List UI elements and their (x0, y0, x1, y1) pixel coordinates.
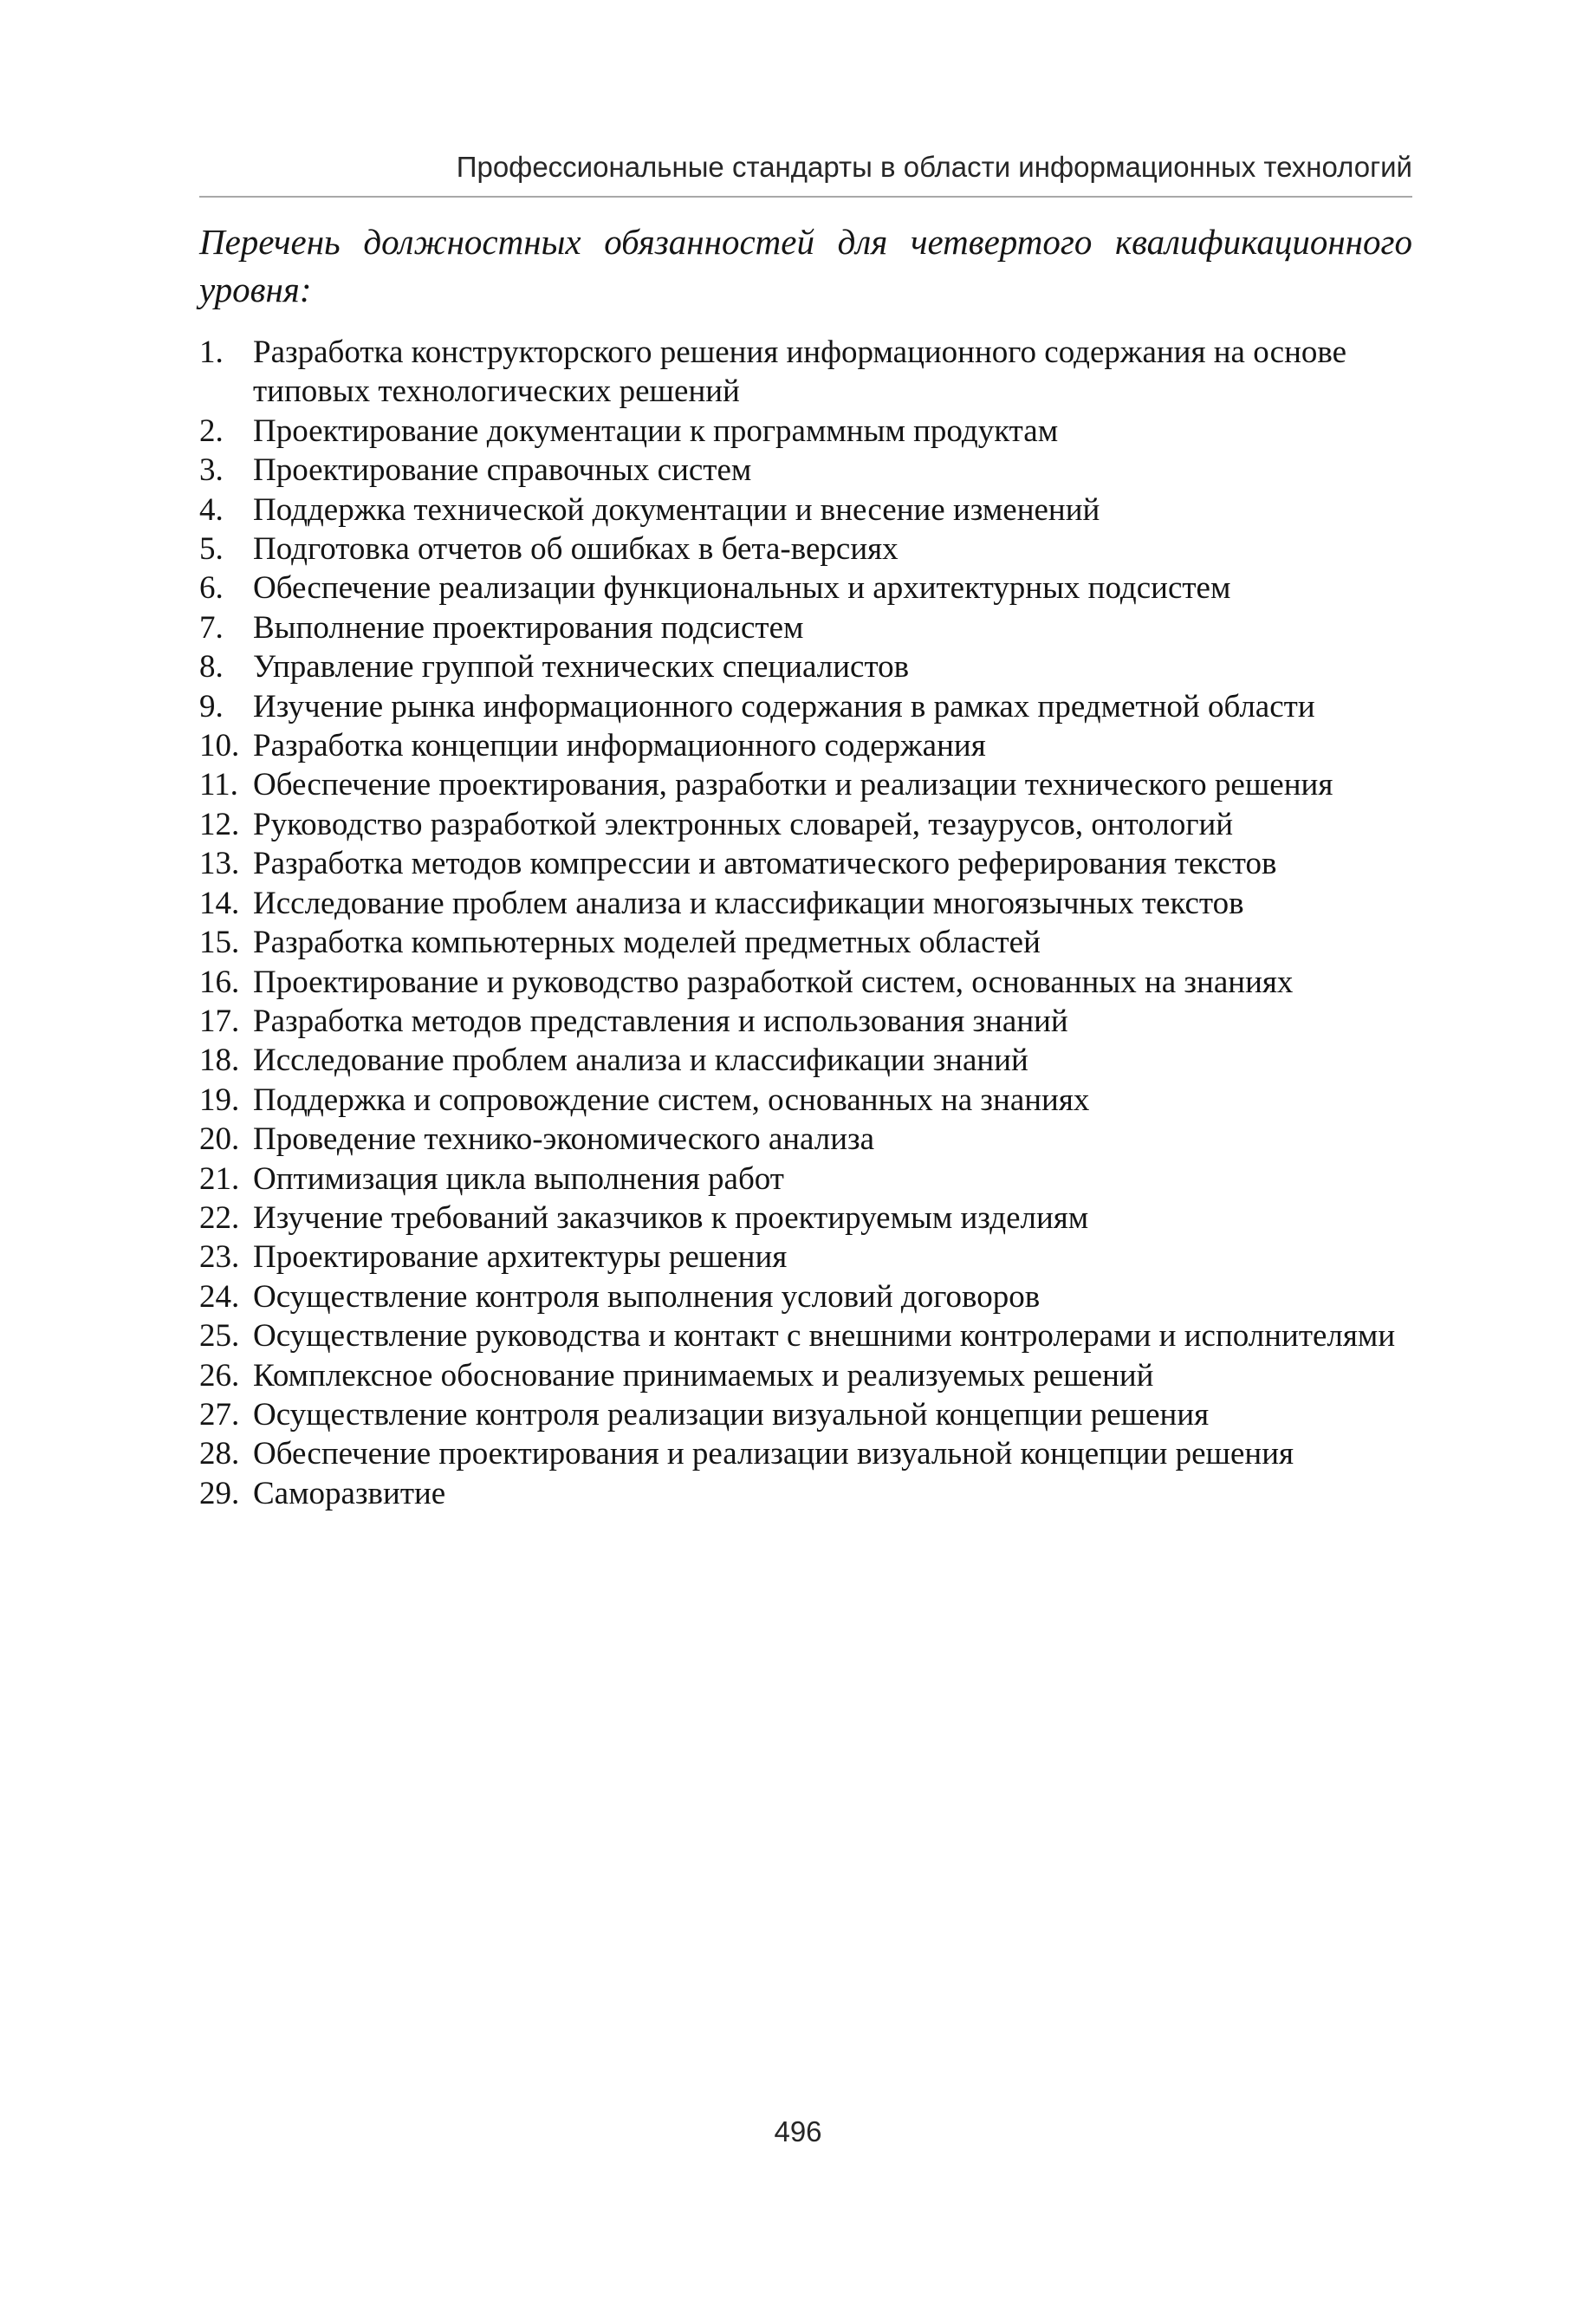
running-header: Профессиональные стандарты в области информационных технологий (199, 146, 1412, 198)
duty-item (199, 1395, 1421, 1434)
duty-item (199, 1041, 1421, 1080)
duty-item (199, 1356, 1421, 1395)
duty-text: Проектирование и руководство разработкой систем, основанных на знаниях (253, 964, 1294, 1000)
duty-number: 19. (199, 1082, 240, 1118)
duty-number: 24. (199, 1278, 240, 1315)
duty-text: Подготовка отчетов об ошибках в бета-версиях (253, 531, 899, 568)
duty-number: 3. (199, 452, 224, 489)
duty-number: 4. (199, 491, 224, 528)
duty-number: 10. (199, 728, 240, 764)
duty-number: 17. (199, 1003, 240, 1039)
duty-item (199, 1316, 1421, 1355)
duty-item (199, 726, 1421, 765)
duty-item (199, 1002, 1421, 1041)
duty-text: Разработка конструкторского решения информационного содержания на основе типовых технологических решений (253, 335, 1347, 410)
duty-text: Осуществление контроля выполнения условий договоров (253, 1278, 1041, 1315)
duty-number: 26. (199, 1357, 240, 1394)
duty-item (199, 451, 1421, 490)
duty-text: Проведение технико-экономического анализа (253, 1121, 875, 1158)
duty-text: Саморазвитие (253, 1475, 446, 1511)
duty-item (199, 1160, 1421, 1199)
duty-text: Проектирование документации к программным продуктам (253, 413, 1059, 449)
duty-number: 23. (199, 1239, 240, 1276)
duty-number: 21. (199, 1160, 240, 1197)
duty-text: Управление группой технических специалистов (253, 649, 910, 685)
duty-item (199, 1238, 1421, 1277)
duty-text: Изучение требований заказчиков к проектируемым изделиям (253, 1199, 1089, 1236)
duty-number: 2. (199, 413, 224, 449)
duty-text: Осуществление контроля реализации визуальной концепции решения (253, 1396, 1210, 1433)
duty-text: Исследование проблем анализа и классификации многоязычных текстов (253, 885, 1244, 921)
duty-text: Руководство разработкой электронных словарей, тезаурусов, онтологий (253, 806, 1234, 842)
duty-item (199, 333, 1421, 412)
duty-item (199, 1277, 1421, 1316)
duty-number: 29. (199, 1475, 240, 1511)
duty-item (199, 1081, 1421, 1120)
duty-text: Разработка концепции информационного содержания (253, 728, 986, 764)
duty-number: 5. (199, 531, 224, 568)
duty-item (199, 530, 1421, 569)
duty-item (199, 608, 1421, 647)
duty-number: 28. (199, 1436, 240, 1472)
duty-item (199, 1199, 1421, 1238)
duty-number: 11. (199, 767, 238, 803)
duty-text: Комплексное обоснование принимаемых и реализуемых решений (253, 1357, 1154, 1394)
duty-text: Обеспечение проектирования и реализации визуальной концепции решения (253, 1436, 1294, 1472)
duty-text: Обеспечение проектирования, разработки и реализации технического решения (253, 767, 1333, 803)
duty-item (199, 923, 1421, 962)
duty-text: Поддержка и сопровождение систем, основанных на знаниях (253, 1082, 1090, 1118)
duty-text: Разработка методов компрессии и автоматического реферирования текстов (253, 846, 1277, 882)
duty-item (199, 765, 1421, 804)
duty-text: Проектирование справочных систем (253, 452, 752, 489)
duty-text: Выполнение проектирования подсистем (253, 609, 804, 646)
duty-number: 18. (199, 1043, 240, 1079)
duty-number: 20. (199, 1121, 240, 1158)
duty-text: Обеспечение реализации функциональных и архитектурных подсистем (253, 570, 1231, 607)
duty-item (199, 844, 1421, 883)
duty-text: Проектирование архитектуры решения (253, 1239, 788, 1276)
duty-number: 1. (199, 335, 224, 370)
duties-list (199, 333, 1421, 1513)
duty-item (199, 569, 1421, 607)
duty-item (199, 1474, 1421, 1513)
duty-item (199, 491, 1421, 530)
duty-text: Поддержка технической документации и внесение изменений (253, 491, 1100, 528)
duty-text: Изучение рынка информационного содержания в рамках предметной области (253, 688, 1315, 724)
duty-item (199, 1434, 1421, 1473)
duty-text: Осуществление руководства и контакт с внешними контролерами и исполнителями (253, 1318, 1396, 1355)
duty-number: 27. (199, 1396, 240, 1433)
duty-text: Исследование проблем анализа и классификации знаний (253, 1043, 1028, 1079)
duty-item (199, 687, 1421, 726)
duty-text: Разработка методов представления и использования знаний (253, 1003, 1068, 1039)
duty-number: 12. (199, 806, 240, 842)
section-heading: Перечень должностных обязанностей для четвертого квалификационного уровня: (199, 222, 1412, 309)
duty-number: 13. (199, 846, 240, 882)
duty-number: 16. (199, 964, 240, 1000)
duty-number: 9. (199, 688, 224, 724)
duty-text: Разработка компьютерных моделей предметных областей (253, 925, 1041, 961)
duty-number: 8. (199, 649, 224, 685)
duty-number: 14. (199, 885, 240, 921)
duty-number: 22. (199, 1199, 240, 1236)
page-number: 496 (774, 2115, 822, 2147)
duty-text: Оптимизация цикла выполнения работ (253, 1160, 784, 1197)
duty-item (199, 647, 1421, 686)
duty-item (199, 1120, 1421, 1159)
duty-item (199, 412, 1421, 451)
duty-item (199, 805, 1421, 844)
duty-item (199, 884, 1421, 923)
duty-number: 15. (199, 925, 240, 961)
duty-number: 6. (199, 570, 224, 607)
duty-item (199, 963, 1421, 1002)
duty-number: 7. (199, 609, 224, 646)
duty-number: 25. (199, 1318, 240, 1355)
